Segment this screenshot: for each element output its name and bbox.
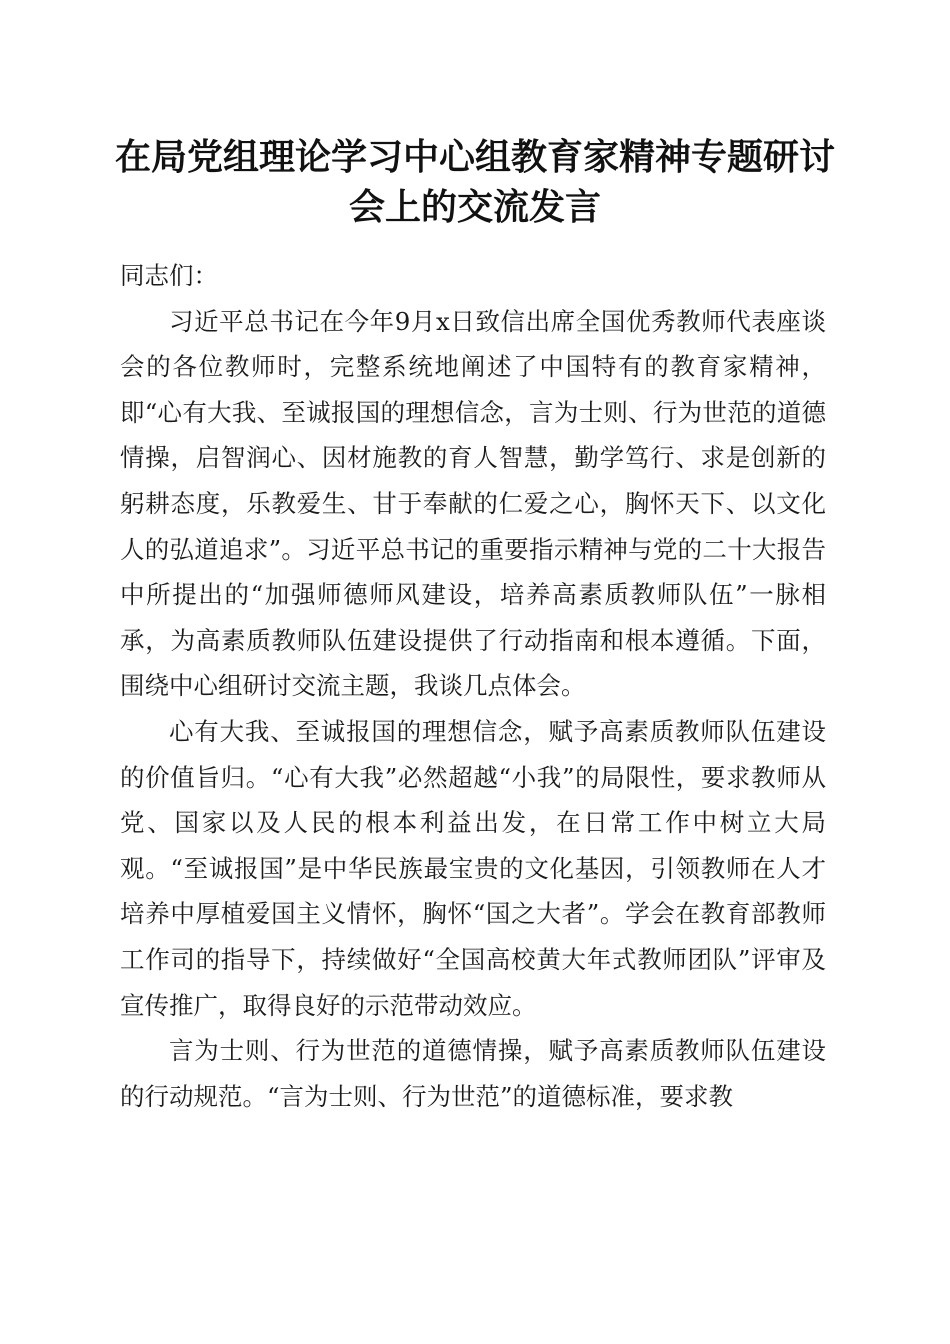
title-line-2: 会上的交流发言 xyxy=(348,186,601,228)
title-line-1: 在局党组理论学习中心组教育家精神专题研讨 xyxy=(114,136,835,178)
paragraph-3: 言为士则、行为世范的道德情操，赋予高素质教师队伍建设的行动规范。“言为士则、行为世范”的道德标准，要求教 xyxy=(120,1036,826,1111)
document-title xyxy=(100,132,850,232)
paragraph-2: 心有大我、至诚报国的理想信念，赋予高素质教师队伍建设的价值旨归。“心有大我”必然超越“小我”的局限性，要求教师从党、国家以及人民的根本利益出发，在日常工作中树立大局观。“至诚报国”是中华民族最宝贵的文化基因，引领教师在人才培养中厚植爱国主义情怀，胸怀“国之大者”。学会在教育部教师工作司的指导下，持续做好“全国高校黄大年式教师团队”评审及宣传推广，取得良好的示范带动效应。 xyxy=(120,716,826,1020)
document-body xyxy=(120,253,826,1119)
paragraph-1: 习近平总书记在今年9月x日致信出席全国优秀教师代表座谈会的各位教师时，完整系统地阐述了中国特有的教育家精神，即“心有大我、至诚报国的理想信念，言为士则、行为世范的道德情操，启智润心、因材施教的育人智慧，勤学笃行、求是创新的躬耕态度，乐教爱生、甘于奉献的仁爱之心，胸怀天下、以文化人的弘道追求”。习近平总书记的重要指示精神与党的二十大报告中所提出的“加强师德师风建设，培养高素质教师队伍”一脉相承，为高素质教师队伍建设提供了行动指南和根本遵循。下面，围绕中心组研讨交流主题，我谈几点体会。 xyxy=(120,306,826,701)
salutation: 同志们： xyxy=(120,261,218,290)
